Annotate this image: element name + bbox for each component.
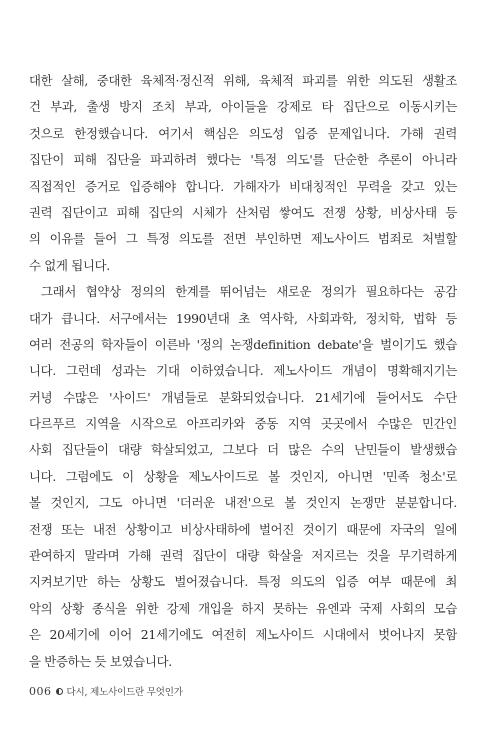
text-line: 권력 집단이고 피해 집단의 시체가 산처럼 쌓여도 전쟁 상황, 비상사태 등 (29, 204, 457, 220)
text-line: 악의 상황 종식을 위한 강제 개입을 하지 못하는 유엔과 국제 사회의 모습 (29, 600, 457, 616)
text-line: 커녕 수많은 '사이드' 개념들로 분화되었습니다. 21세기에 들어서도 수단 (29, 389, 457, 405)
text-line: 대한 살해, 중대한 육체적·정신적 위해, 육체적 파괴를 위한 의도된 생활조 (29, 73, 457, 88)
text-line: 집단이 피해 집단을 파괴하려 했다는 '특정 의도'를 단순한 추론이 아니라 (29, 152, 457, 168)
text-line: 대가 큽니다. 서구에서는 1990년대 초 역사학, 사회과학, 정치학, 법학 등 (29, 310, 457, 326)
text-line: 볼 것인지, 그도 아니면 '더러운 내전'으로 볼 것인지 논쟁만 분분합니다. (29, 495, 457, 511)
text-line: 은 20세기에 이어 21세기에도 여전히 제노사이드 시대에서 벗어나지 못함 (29, 627, 457, 643)
running-title: 다시, 제노사이드란 무엇인가 (66, 687, 183, 698)
text-line: 관여하지 말라며 가해 권력 집단이 대량 학살을 저지르는 것을 무기력하게 (29, 548, 457, 564)
text-line: 다르푸르 지역을 시작으로 아프리카와 중동 지역 곳곳에서 수많은 민간인 (29, 416, 457, 432)
text-line: 니다. 그럼에도 이 상황을 제노사이드로 볼 것인지, 아니면 '민족 청소'로 (29, 468, 457, 484)
text-line: 그래서 협약상 정의의 한계를 뛰어넘는 새로운 정의가 필요하다는 공감 (41, 284, 457, 300)
text-line: 전쟁 또는 내전 상황이고 비상사태하에 벌어진 것이기 때문에 자국의 일에 (29, 521, 457, 537)
text-line: 을 반증하는 듯 보였습니다. (29, 653, 172, 669)
text-line: 니다. 그런데 성과는 기대 이하였습니다. 제노사이드 개념이 명확해지기는 (29, 363, 457, 379)
text-line: 여러 전공의 학자들이 이른바 '정의 논쟁definition debate'을 벌이기도 했습 (29, 336, 457, 352)
text-line: 의 이유를 들어 그 특정 의도를 전면 부인하면 제노사이드 범죄로 처벌할 (29, 231, 457, 247)
page-footer (29, 684, 183, 698)
text-line: 사회 집단들이 대량 학살되었고, 그보다 더 많은 수의 난민들이 발생했습 (29, 442, 457, 458)
half-circle-icon (56, 688, 63, 695)
page-number: 006 (29, 684, 52, 698)
text-line: 직접적인 증거로 입증해야 합니다. 가해자가 비대칭적인 무력을 갖고 있는 (29, 178, 457, 194)
text-line: 지켜보기만 하는 상황도 벌어졌습니다. 특정 의도의 입증 여부 때문에 최 (29, 574, 457, 590)
text-line: 수 없게 됩니다. (29, 257, 110, 273)
text-line: 건 부과, 출생 방지 조치 부과, 아이들을 강제로 타 집단으로 이동시키는 (29, 99, 457, 115)
body-text (29, 68, 457, 675)
text-line: 것으로 한정했습니다. 여기서 핵심은 의도성 입증 문제입니다. 가해 권력 (29, 125, 457, 141)
